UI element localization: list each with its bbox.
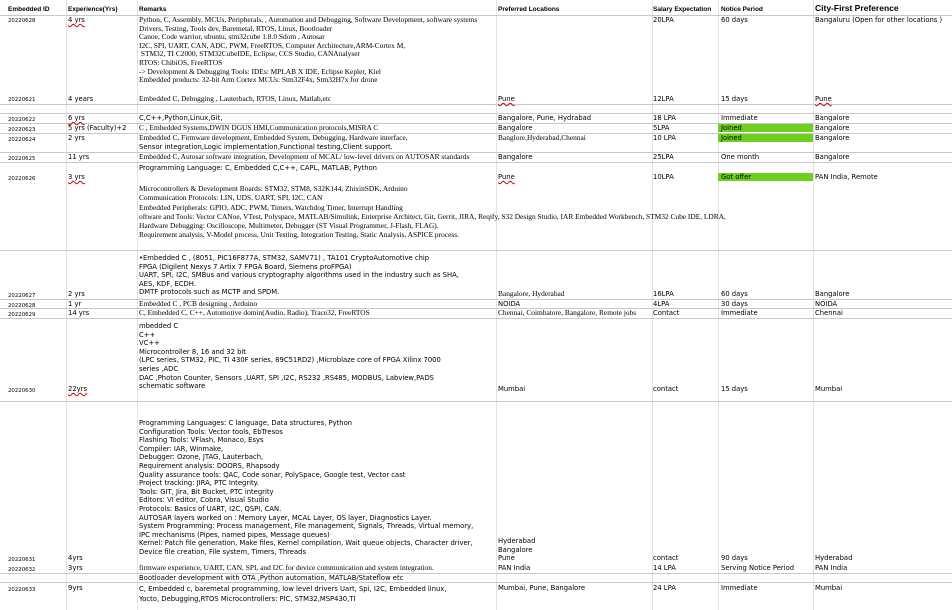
header-embedded-id[interactable]: Embedded ID <box>8 6 50 13</box>
cell-notice[interactable]: 30 days <box>721 300 748 308</box>
cell-location[interactable]: NOIDA <box>498 300 521 308</box>
cell-city[interactable]: PAN India <box>815 564 848 572</box>
cell-notice[interactable]: Serving Notice Period <box>721 564 795 572</box>
cell-city[interactable]: Bangalore <box>815 134 850 142</box>
cell-id[interactable]: 20220622 <box>8 117 36 123</box>
cell-city[interactable]: Bangalore <box>815 114 850 122</box>
cell-salary[interactable]: contact <box>653 554 679 562</box>
cell-location[interactable]: Banglore,Hyderabad,Chennai <box>498 133 586 142</box>
cell-id[interactable]: 20220633 <box>8 587 36 593</box>
cell-city[interactable]: Bangalore <box>815 153 850 161</box>
cell-salary[interactable]: 18 LPA <box>653 114 676 122</box>
cell-city[interactable]: Mumbai <box>815 385 843 393</box>
cell-experience[interactable]: 3yrs <box>68 564 83 572</box>
row-divider <box>0 250 952 251</box>
cell-id[interactable]: 20220629 <box>8 312 36 318</box>
cell-notice[interactable]: 60 days <box>721 290 748 298</box>
cell-salary[interactable]: contact <box>653 385 679 393</box>
cell-city[interactable]: PAN India, Remote <box>815 173 878 181</box>
cell-city[interactable]: Bangalore <box>815 124 850 132</box>
cell-id[interactable]: 20220621 <box>8 97 36 103</box>
row-divider <box>0 162 952 163</box>
cell-experience[interactable]: 6 yrs <box>68 114 85 122</box>
cell-experience[interactable]: 22yrs <box>68 385 88 393</box>
cell-location[interactable]: Mumbai <box>498 385 526 393</box>
cell-location[interactable]: Mumbai, Pune, Bangalore <box>498 584 586 592</box>
cell-remarks[interactable]: C , Embedded Systems,DWIN DGUS HMI,Communication protocols,MISRA C <box>139 123 379 132</box>
cell-salary[interactable]: 4LPA <box>653 300 670 308</box>
header-notice-period[interactable]: Notice Period <box>721 6 763 13</box>
cell-location[interactable]: Pune <box>498 173 515 181</box>
cell-experience[interactable]: 2 yrs <box>68 290 85 298</box>
row-divider <box>0 104 952 105</box>
cell-salary[interactable]: 10LPA <box>653 173 674 181</box>
cell-remarks[interactable]: C,C++,Python,Linux,Git, <box>139 114 223 122</box>
row-divider <box>0 401 952 402</box>
cell-salary[interactable]: 16LPA <box>653 290 674 298</box>
cell-location[interactable]: Hyderabad Bangalore Pune <box>498 537 536 563</box>
cell-experience[interactable]: 4 years <box>68 95 94 103</box>
header-preferred-locations[interactable]: Preferred Locations <box>498 6 560 13</box>
cell-id[interactable]: 20220625 <box>8 156 36 162</box>
cell-salary[interactable]: 14 LPA <box>653 564 676 572</box>
cell-salary[interactable]: 24 LPA <box>653 584 676 592</box>
cell-id[interactable]: 20220628 <box>8 303 36 309</box>
cell-notice[interactable]: Joined <box>721 134 742 142</box>
cell-id[interactable]: 20220624 <box>8 137 36 143</box>
cell-id[interactable]: 20220623 <box>8 127 36 133</box>
cell-id[interactable]: 20220626 <box>8 176 36 182</box>
cell-id[interactable]: 20220628 <box>8 18 36 24</box>
cell-notice[interactable]: Got offer <box>721 173 752 181</box>
cell-location[interactable]: Chennai, Coimbatore, Bangalore, Remote jobs <box>498 308 637 317</box>
cell-city[interactable]: Chennai <box>815 309 843 317</box>
cell-remarks[interactable]: Programming Languages: C language, Data structures, Python Configuration Tools: Vector tools, EbTresos Flashing Tools: VFlash, Monaco, Esys Compiler: IAR, Winmake, Debugger: Ozone, JTAG, Lauterbach, Requirement analysis: DOORS, Rhapsody Quality assurance tools: QAC, Code sonar, PolySpace, Google test, Vector cast Project tracking: JIRA, PTC Integrity. Tools: GIT, Jira, Bit Bucket, PTC integrity Editors: VI editor, Cobra, Visual Studio Protocols: Basics of UART, I2C, QSPI, CAN. AUTOSAR layers worked on : Memory Layer, MCAL Layer, OS layer, Diagnostics Layer. System Programming: Process management, File management, Signals, Threads, Virtual memory, IPC mechanisms (Pipes, named pipes, Message queues) Kernel: Patch file generation, Make files, Kernel compilation, Wait queue objects, Character driver, Device file creation, File system, Timers, Threads <box>139 419 474 556</box>
cell-notice[interactable]: One month <box>721 153 760 161</box>
cell-city[interactable]: Bangaluru (Open for other locations ) <box>815 16 943 24</box>
column-divider <box>66 0 67 610</box>
cell-remarks[interactable]: firmware experience, UART, CAN, SPI, and I2C for device communication and system integration. <box>139 563 434 572</box>
cell-notice[interactable]: Immediate <box>721 309 758 317</box>
cell-id[interactable]: 20220627 <box>8 293 36 299</box>
column-divider <box>496 0 497 610</box>
cell-location[interactable]: Bangalore, Pune, Hydrabad <box>498 114 592 122</box>
cell-city[interactable]: NOIDA <box>815 300 838 308</box>
cell-remarks[interactable]: Embedded C, Debugging , Lauterbach, RTOS, Linux, Matlab,etc <box>139 94 332 103</box>
cell-salary[interactable]: 10 LPA <box>653 134 676 142</box>
cell-id[interactable]: 20220630 <box>8 388 36 394</box>
cell-experience[interactable]: 4yrs <box>68 554 83 562</box>
header-experience[interactable]: Experience(Yrs) <box>68 6 118 13</box>
cell-id[interactable]: 20220632 <box>8 567 36 573</box>
cell-city[interactable]: Pune <box>815 95 832 103</box>
cell-location[interactable]: Bangalore <box>498 124 533 132</box>
cell-remarks[interactable]: C, Embedded C, C++, Automotive domin(Audio, Radio), Trace32, FreeRTOS <box>139 308 370 317</box>
cell-notice[interactable]: Immediate <box>721 114 758 122</box>
cell-experience[interactable]: 5 yrs (Faculty)+2 <box>68 124 127 132</box>
cell-location[interactable]: Bangalore <box>498 153 533 161</box>
cell-notice[interactable]: 60 days <box>721 16 748 24</box>
cell-id[interactable]: 20220631 <box>8 557 36 563</box>
cell-notice[interactable]: 90 days <box>721 554 748 562</box>
cell-remarks[interactable]: Python, C, Assembly, MCUs, Peripherals, , Automation and Debugging, Software Development, software systems Drivers, Testing, Tools dev, Baremetal, RTOS, Linux, Bootloader Canoe, Code warrior, ubuntu, stm32cube 1.8.0 Sdom , Autosar I2C, SPI, UART, CAN, ADC, PWM, FreeRTOS, Computer Architecture,ARM-Cortex M, STM32, TI C2000, STM32CubeIDE, Eclipse, CCS Studio, CANAnalyser RTOS: ChibiOS, FreeRTOS -> Development & Debugging Tools: IDEs: MPLAB X IDE, Eclipse Kepler, Kiel Embedded products: 32-bit Arm Cortex MCUs: Stm32F4x, Stm32H7x for drone <box>139 15 478 85</box>
cell-experience[interactable]: 4 yrs <box>68 16 85 24</box>
cell-salary[interactable]: 25LPA <box>653 153 674 161</box>
cell-city[interactable]: Bangalore <box>815 290 850 298</box>
cell-experience[interactable]: 1 yr <box>68 300 82 308</box>
cell-remarks[interactable]: •Embedded C , (8051, PIC16F877A, STM32, SAMV71) , TA101 CryptoAutomotive chip FPGA (Digilent Nexys 7 Artix 7 FPGA Board, Siemens proFPGA) UART, SPI, I2C, SMBus and various cryptography algorithms used in the industry such as SHA, AES, KDF, ECDH. DMTF protocols such as MCTP and SPDM. <box>139 254 459 297</box>
cell-remarks[interactable]: Microcontrollers & Development Boards: STM32, STM8, S32K144, ZhixinSDK, Arduino Communication Protocols: LIN, UDS, UART, SPI, I2C, CAN Embedded Peripherals: GPIO, ADC, PWM, Timers, Watchdog Timer, Interrupt Handling oftware and Tools: Vector CANoe, VTest, Polyspace, MATLAB/Simulink, Enterprise Architect, Git, Gerrit, JIRA, Reqify, S32 Design Studio, IAR Embedded Workbench, STM32 Cube IDE, LDRA, Hardware Debugging: Oscilloscope, Multimeter, Debugger (ST Visual Programmer, J-Flash, FLAG). Requirement analysis, V-Model process, Unit Testing, Integration Testing, Static Analysis, ASPICE process. <box>139 184 726 240</box>
header-salary-expectation[interactable]: Salary Expectation <box>653 6 712 13</box>
cell-notice[interactable]: 15 days <box>721 95 748 103</box>
column-divider <box>718 0 719 610</box>
cell-remarks[interactable]: mbedded C C++ VC++ Microcontroller 8, 16 and 32 bit (LPC series, STM32, PIC, TI 430F series, 89C51RD2) ,Microblaze core of FPGA Xilinx 7000 series ,ADC DAC ,Photon Counter, Sensors ,UART, SPI ,I2C, RS232 ,RS485, MODBUS, Labview,PADS schematic software <box>139 322 441 391</box>
cell-remarks[interactable]: Embedded C, Firmware development, Embedded System, Debugging, Hardware interface, <box>139 133 408 142</box>
cell-experience[interactable]: 2 yrs <box>68 134 85 142</box>
cell-salary[interactable]: Contact <box>653 309 680 317</box>
cell-experience[interactable]: 9yrs <box>68 584 83 592</box>
cell-experience[interactable]: 3 yrs <box>68 173 85 181</box>
cell-notice[interactable]: Joined <box>721 124 742 132</box>
cell-salary[interactable]: 12LPA <box>653 95 674 103</box>
cell-city[interactable]: Hyderabad <box>815 554 853 562</box>
cell-remarks-head[interactable]: Programming Language: C, Embedded C,C++, CAPL, MATLAB, Python <box>139 164 377 172</box>
row-divider <box>0 318 952 319</box>
cell-remarks-continued[interactable]: Sensor integration,Logic implementation,Functional testing,Client support. <box>139 143 393 151</box>
cell-notice[interactable]: Immediate <box>721 584 758 592</box>
header-city-first-preference[interactable]: City-First Preference <box>815 3 899 13</box>
column-divider <box>137 0 138 610</box>
cell-remarks[interactable]: C, Embedded c, baremetal programming, low level drivers Uart, Spi, I2C, Embedded linux, Yocto, Debugging,RTOS Microcontrollers: PIC, STM32,MSP430,TI <box>139 585 447 603</box>
cell-location[interactable]: Pune <box>498 95 515 103</box>
cell-experience[interactable]: 11 yrs <box>68 153 90 161</box>
header-remarks[interactable]: Remarks <box>139 6 167 13</box>
cell-experience[interactable]: 14 yrs <box>68 309 90 317</box>
cell-city[interactable]: Mumbai <box>815 584 843 592</box>
cell-notice[interactable]: 15 days <box>721 385 748 393</box>
column-divider <box>813 0 814 610</box>
cell-remarks[interactable]: Embedded C, Autosar software integration, Development of MCAL/ low-level drivers on AUTOSAR standards <box>139 152 470 161</box>
cell-location[interactable]: Bangalore, Hyderabad <box>498 289 565 298</box>
cell-remarks-continued[interactable]: Bootloader development with OTA ,Python automation, MATLAB/Stateflow etc <box>139 574 404 582</box>
cell-remarks[interactable]: Embedded C , PCB designing , Arduino <box>139 299 258 308</box>
cell-salary[interactable]: 20LPA <box>653 16 674 24</box>
cell-location[interactable]: PAN India <box>498 564 531 572</box>
cell-salary[interactable]: 5LPA <box>653 124 670 132</box>
